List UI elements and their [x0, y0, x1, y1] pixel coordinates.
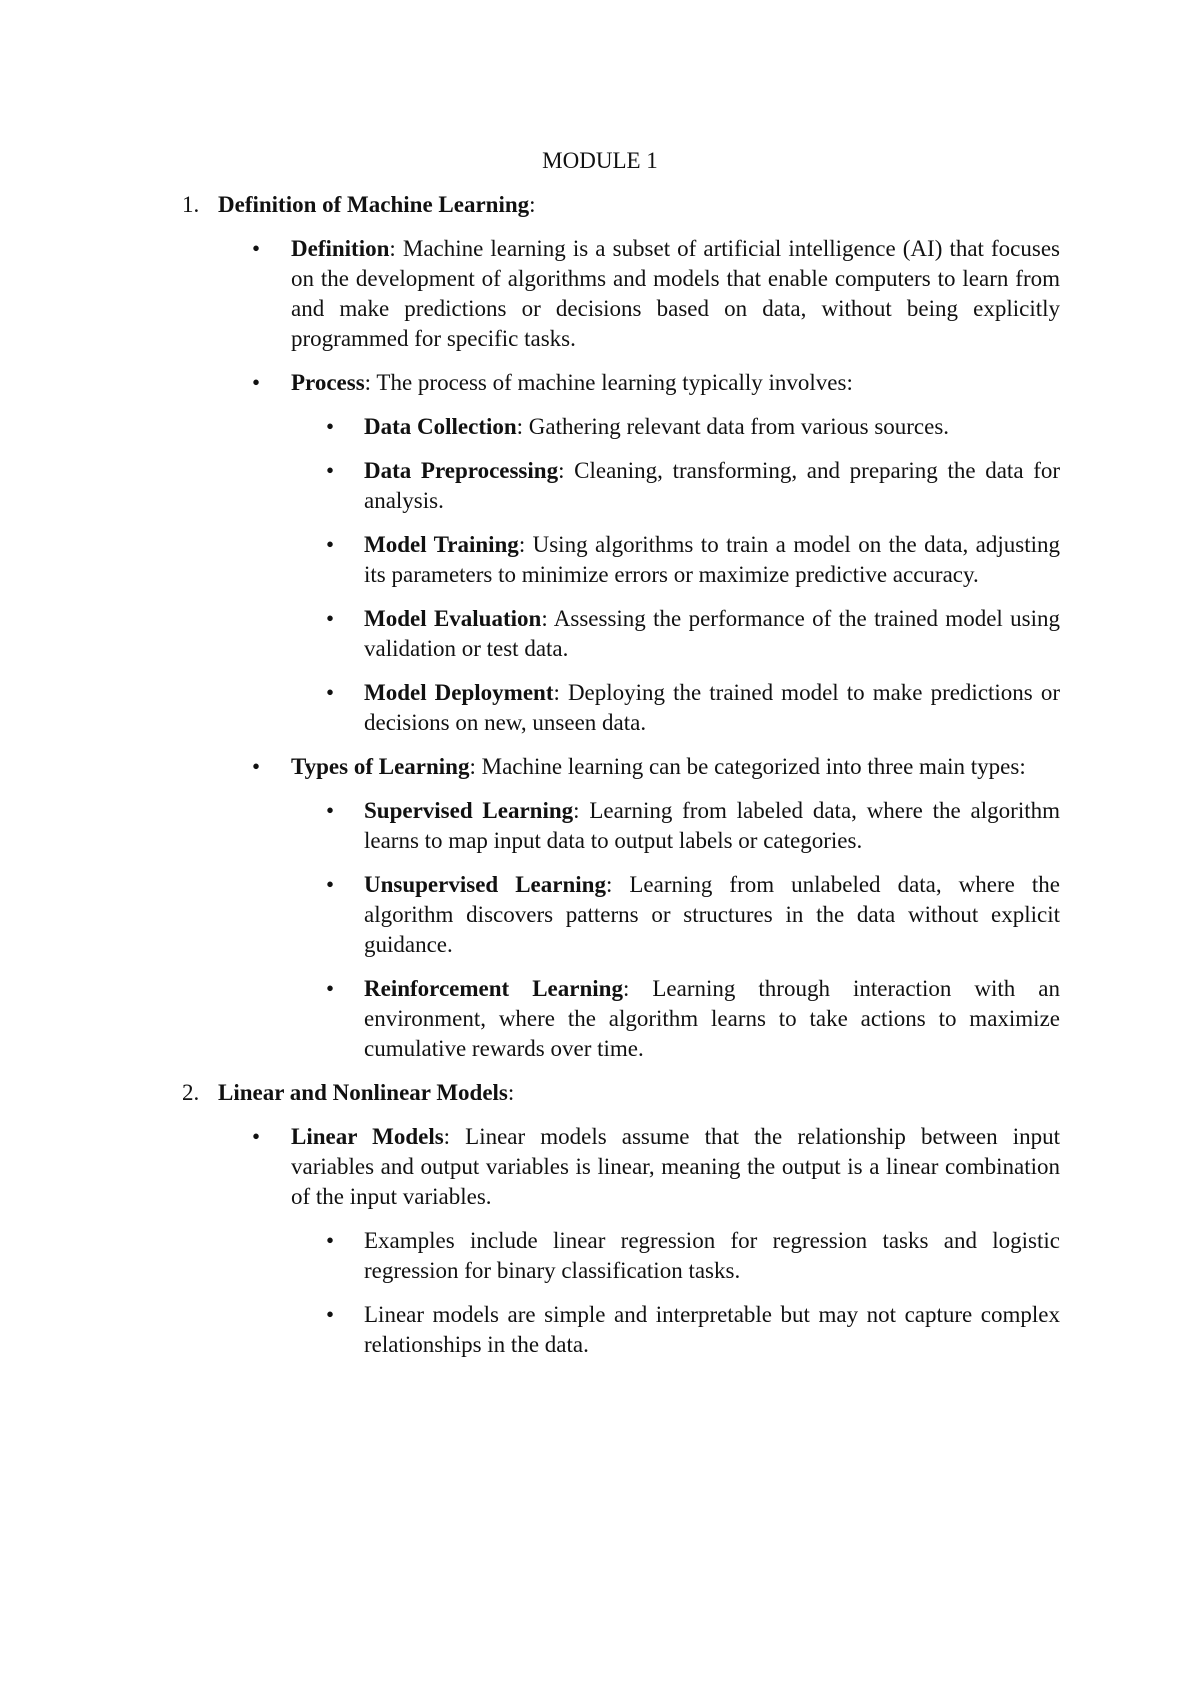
subbullet-linear-limitations: [0, 1300, 1060, 1360]
subbullet-term: Supervised Learning: [364, 798, 574, 823]
subbullet-data-preprocessing: [0, 456, 1060, 516]
section-title-suffix: :: [529, 192, 536, 217]
section-number: 2.: [182, 1080, 200, 1105]
section-heading: [0, 1078, 1200, 1108]
subbullet-linear-examples: [0, 1226, 1060, 1286]
subbullet-supervised-learning: [0, 796, 1060, 856]
bullet-linear-models: [0, 1122, 1060, 1212]
subbullet-term: Model Deployment: [364, 680, 554, 705]
bullet-term: Process: [291, 370, 365, 395]
subbullet-term: Model Evaluation: [364, 606, 542, 631]
bullet-text: : Machine learning is a subset of artificial intelligence (AI) that focuses on the development of algorithms and models that enable computers to learn from and make predictions or decisions based on data, without being explicitly programmed for specific tasks.: [291, 236, 1060, 351]
bullet-definition: [0, 234, 1060, 354]
subbullet-term: Data Preprocessing: [364, 458, 559, 483]
bullet-term: Linear Models: [291, 1124, 444, 1149]
bullet-text: : Machine learning can be categorized into three main types:: [469, 754, 1026, 779]
bullet-term: Types of Learning: [291, 754, 470, 779]
bullet-text: : The process of machine learning typically involves:: [364, 370, 853, 395]
subbullet-text: : Gathering relevant data from various sources.: [516, 414, 950, 439]
bullet-types-of-learning: [0, 752, 1060, 782]
page-title: MODULE 1: [542, 148, 658, 173]
subbullet-term: Model Training: [364, 532, 519, 557]
subbullet-term: Data Collection: [364, 414, 517, 439]
subbullet-text: : Deploying the trained model to make predictions or decisions on new, unseen data.: [364, 680, 1060, 735]
subbullet-model-evaluation: [0, 604, 1060, 664]
section-title-suffix: :: [507, 1080, 515, 1105]
section-title: Definition of Machine Learning: [218, 192, 530, 217]
subbullet-unsupervised-learning: [0, 870, 1060, 960]
subbullet-text: : Cleaning, transforming, and preparing the data for analysis.: [364, 458, 1061, 513]
subbullet-text: : Assessing the performance of the trained model using validation or test data.: [364, 606, 1060, 661]
subbullet-text: Linear models are simple and interpretable but may not capture complex relationships in the data.: [364, 1302, 1060, 1357]
subbullet-data-collection: [0, 412, 1060, 442]
bullet-text: : Linear models assume that the relationship between input variables and output variables is linear, meaning the output is a linear combination of the input variables.: [291, 1124, 1061, 1209]
subbullet-model-training: [0, 530, 1060, 590]
subbullet-reinforcement-learning: [0, 974, 1060, 1064]
subbullet-term: Unsupervised Learning: [364, 872, 606, 897]
subbullet-term: Reinforcement Learning: [364, 976, 623, 1001]
subbullet-text: Examples include linear regression for regression tasks and logistic regression for binary classification tasks.: [364, 1228, 1060, 1283]
bullet-term: Definition: [291, 236, 390, 261]
bullet-process: [0, 368, 1060, 398]
subbullet-text: : Learning through interaction with an environment, where the algorithm learns to take actions to maximize cumulative rewards over time.: [364, 976, 1060, 1061]
section-heading: [0, 190, 1200, 220]
subbullet-text: : Learning from labeled data, where the algorithm learns to map input data to output labels or categories.: [364, 798, 1060, 853]
section-number: 1.: [182, 192, 200, 217]
subbullet-text: : Learning from unlabeled data, where the algorithm discovers patterns or structures in the data without explicit guidance.: [364, 872, 1060, 957]
section-title: Linear and Nonlinear Models: [218, 1080, 508, 1105]
subbullet-model-deployment: [0, 678, 1060, 738]
section-linear-nonlinear-models: [0, 1078, 1200, 1360]
section-definition-of-ml: [0, 190, 1200, 1064]
document-content: [0, 190, 1200, 1374]
subbullet-text: : Using algorithms to train a model on the data, adjusting its parameters to minimize errors or maximize predictive accuracy.: [364, 532, 1060, 587]
